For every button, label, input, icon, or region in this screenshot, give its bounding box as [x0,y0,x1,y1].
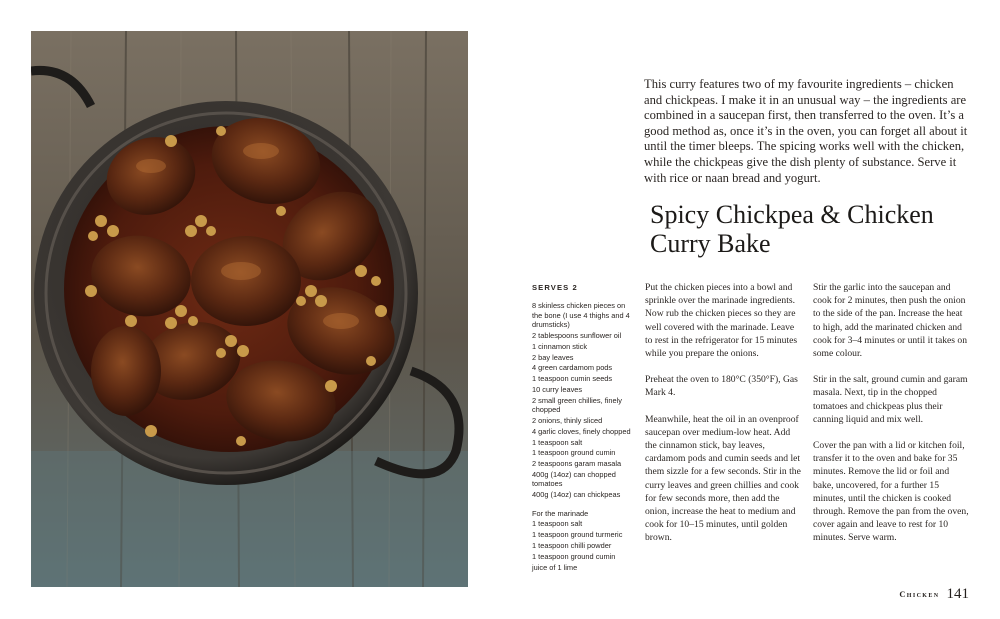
marinade-item: 1 teaspoon chilli powder [532,540,612,550]
intro-paragraph: This curry features two of my favourite ingredients – chicken and chickpeas. I make it in an unusual way – the ingredients are combined in a saucepan first, then transferred to the oven. It’s a good method as, once it’s in the oven, you can forget all about it until the timer bleeps. The spicing works well with the chicken, while the chickpeas give the dish plenty of substance. Serve it with rice or naan bread and yogurt. [644,77,968,185]
page-number: 141 [946,585,969,602]
curry-pan-image [31,31,468,587]
ingredient-item: 2 teaspoons garam masala [532,459,622,469]
marinade-item: 1 teaspoon ground turmeric [532,530,623,540]
ingredient-item: 4 garlic cloves, finely chopped [532,426,631,436]
recipe-title: Spicy Chickpea & Chicken Curry Bake [650,200,934,258]
marinade-item: 1 teaspoon salt [532,519,583,529]
marinade-list [532,519,634,572]
section-name: Chicken [899,589,940,599]
ingredient-item: 1 cinnamon stick [532,341,588,351]
ingredient-item: 8 skinless chicken pieces on the bone (I use 4 thighs and 4 drumsticks) [532,301,630,330]
ingredient-item: 2 onions, thinly sliced [532,416,603,425]
marinade-item: juice of 1 lime [532,562,578,572]
ingredient-list [532,301,634,499]
ingredient-item: 400g (14oz) can chickpeas [532,490,621,500]
ingredient-item: 2 small green chillies, finely chopped [532,395,622,415]
serves-label: SERVES 2 [532,283,578,292]
ingredient-item: 1 teaspoon salt [532,437,583,447]
page-footer [899,585,969,603]
ingredient-item: 1 teaspoon ground cumin [532,448,616,458]
method-step: Preheat the oven to 180°C (350°F), Gas Mark 4. [645,374,798,399]
method-step: Stir the garlic into the saucepan and cook for 2 minutes, then push the onion to the side of the pan. Increase the heat to high, add the marinated chicken and cook for 3–4 minutes or until it takes on some colour. [813,282,968,360]
method-column-2 [813,281,969,558]
recipe-photo [31,31,468,587]
method-step: Cover the pan with a lid or kitchen foil, transfer it to the oven and bake for 35 minutes. Remove the lid or foil and bake, uncovered, for a further 15 minutes, until the chicken is cooked through. Remove the pan from the oven, cover again and leave to rest for 10 minutes. Serve warm. [813,440,969,544]
ingredient-item: 400g (14oz) can chopped tomatoes [532,469,616,489]
method-step: Meanwhile, heat the oil in an ovenproof saucepan over medium-low heat. Add the cinnamon stick, bay leaves, cardamom pods and cumin seeds and let them sizzle for a few seconds. Stir in the curry leaves and green chillies and cook for few seconds more, then add the onion, increase the heat to medium and cook for 10–15 minutes, until golden brown. [645,413,801,544]
ingredient-item: 4 green cardamom pods [532,363,613,373]
marinade-heading: For the marinade [532,508,589,518]
ingredient-item: 2 tablespoons sunflower oil [532,331,622,341]
ingredient-item: 10 curry leaves [532,385,583,394]
ingredient-item: 2 bay leaves [532,352,574,362]
marinade-item: 1 teaspoon ground cumin [532,551,616,561]
ingredients-panel [532,283,634,573]
method-step: Stir in the salt, ground cumin and garam masala. Next, tip in the chopped tomatoes and chickpeas plus their canning liquid and mix well. [813,374,968,425]
method-step: Put the chicken pieces into a bowl and sprinkle over the marinade ingredients. Now rub the chicken pieces so they are well covered with the marinade. Leave to rest in the refrigerator for 15 minutes while you prepare the onions. [645,282,798,360]
method-column-1 [645,281,801,558]
ingredient-item: 1 teaspoon cumin seeds [532,374,613,384]
